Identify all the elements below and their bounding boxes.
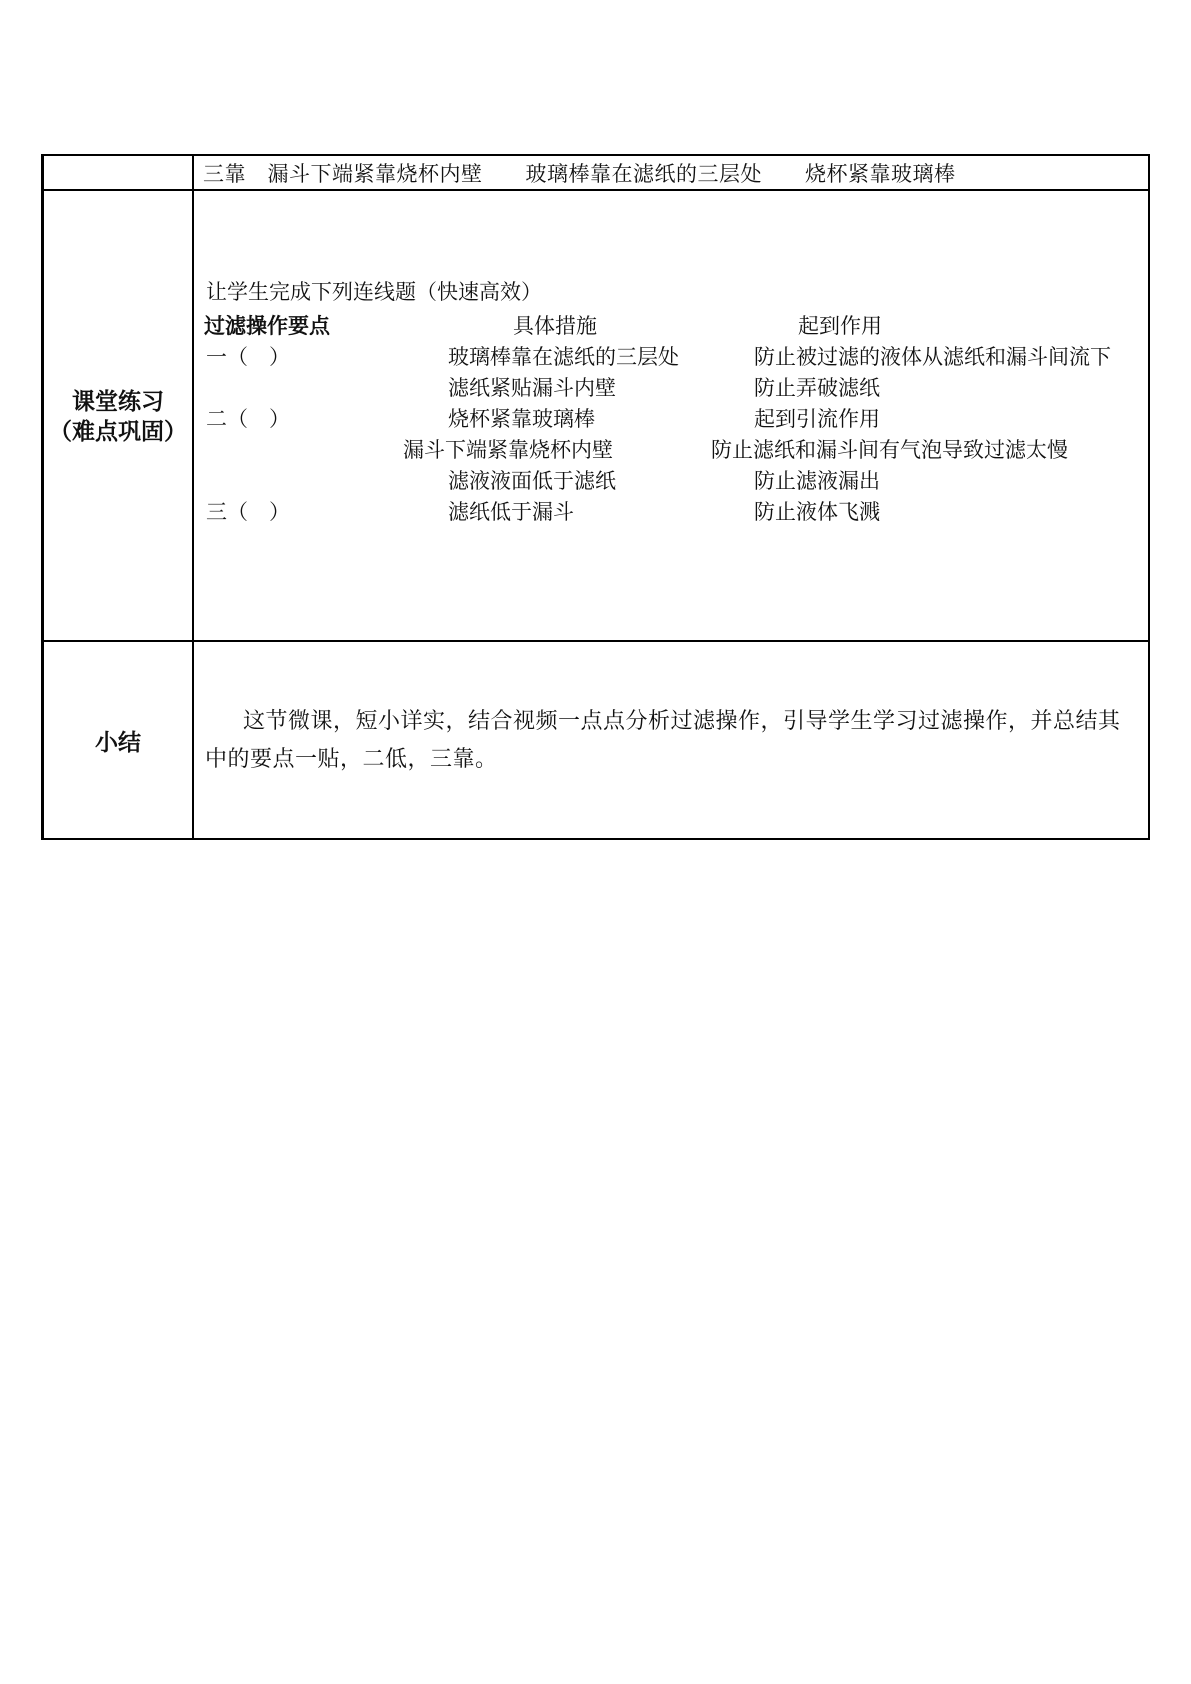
lesson-plan-table (41, 154, 1150, 840)
practice-row (194, 435, 1148, 466)
row-point: 二（ ） (206, 407, 290, 431)
continuation-label-cell-empty (44, 156, 194, 191)
row-measure: 玻璃棒靠在滤纸的三层处 (448, 345, 679, 369)
row-effect: 防止滤液漏出 (754, 469, 880, 493)
header-measures: 具体措施 (513, 314, 597, 338)
row-effect: 防止液体飞溅 (754, 500, 880, 524)
row-effect: 防止滤纸和漏斗间有气泡导致过滤太慢 (711, 438, 1068, 462)
row-effect: 起到引流作用 (754, 407, 880, 431)
practice-row (194, 373, 1148, 404)
practice-row (194, 342, 1148, 373)
practice-header-row (194, 311, 1148, 342)
summary-label-cell (44, 642, 194, 838)
summary-text: 这节微课，短小详实，结合视频一点点分析过滤操作，引导学生学习过滤操作，并总结其中的要点一贴，二低，三靠。 (205, 708, 1121, 771)
continuation-cell (194, 156, 1148, 191)
header-effects: 起到作用 (798, 314, 882, 338)
practice-label-cell (44, 191, 194, 642)
row-effect: 防止被过滤的液体从滤纸和漏斗间流下 (754, 345, 1111, 369)
practice-label-line2: （难点巩固） (49, 417, 187, 444)
row-measure: 漏斗下端紧靠烧杯内壁 (403, 438, 613, 462)
row-measure: 滤液液面低于滤纸 (448, 469, 616, 493)
practice-row (194, 404, 1148, 435)
row-measure: 滤纸低于漏斗 (448, 500, 574, 524)
practice-row (194, 466, 1148, 497)
row-effect: 防止弄破滤纸 (754, 376, 880, 400)
practice-label-line1: 课堂练习 (72, 387, 164, 414)
practice-row (194, 497, 1148, 528)
practice-cell (194, 191, 1148, 642)
continuation-text: 三靠 漏斗下端紧靠烧杯内壁 玻璃棒靠在滤纸的三层处 烧杯紧靠玻璃棒 (203, 161, 956, 186)
row-point: 一（ ） (206, 345, 290, 369)
row-measure: 烧杯紧靠玻璃棒 (448, 407, 595, 431)
row-measure: 滤纸紧贴漏斗内壁 (448, 376, 616, 400)
summary-label: 小结 (95, 728, 141, 755)
row-point: 三（ ） (206, 500, 290, 524)
summary-cell (194, 642, 1148, 838)
header-points: 过滤操作要点 (204, 315, 330, 338)
practice-intro: 让学生完成下列连线题（快速高效） (206, 280, 542, 304)
